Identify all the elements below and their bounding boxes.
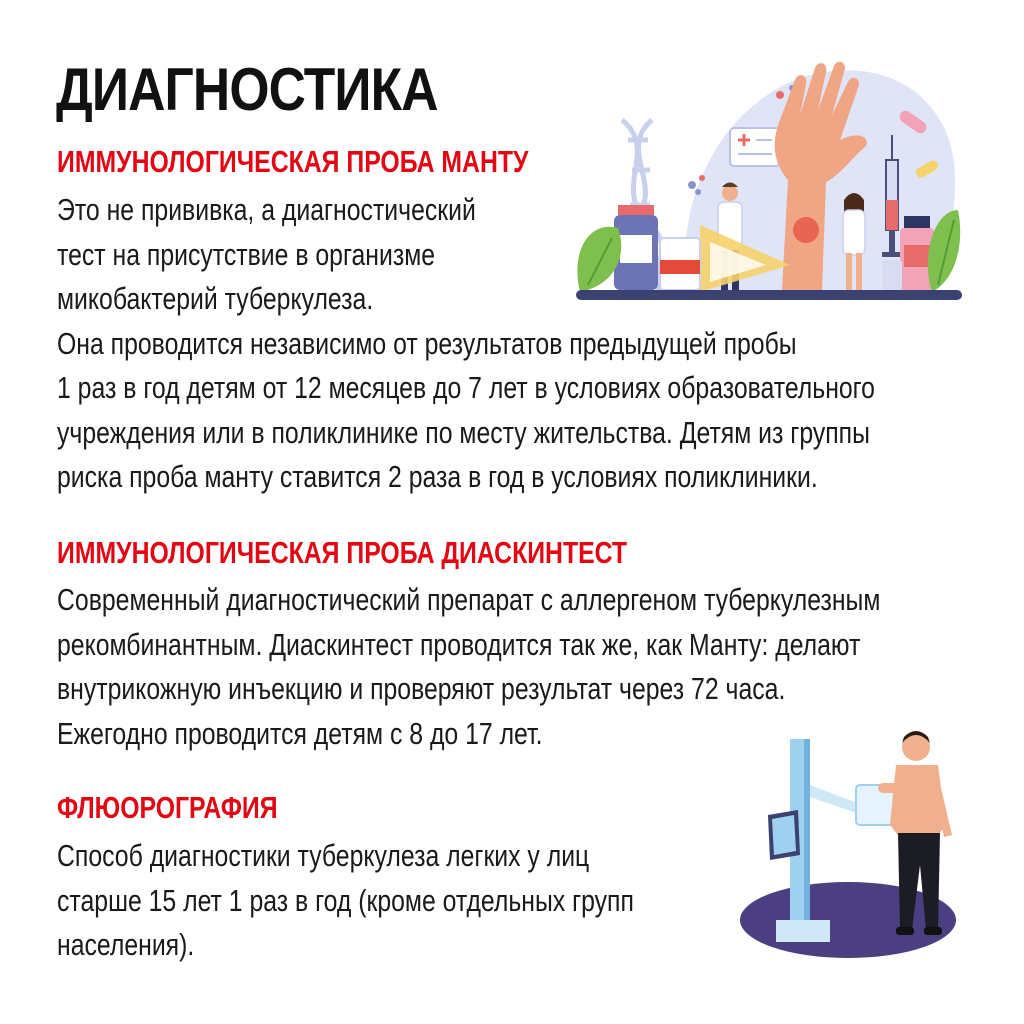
text-line: 1 раз в год детям от 12 месяцев до 7 лет в условиях образовательного [57, 370, 875, 405]
text-line: рекомбинантным. Диаскинтест проводится так же, как Манту: делают [57, 626, 861, 662]
text-line: тест на присутствие в организме [57, 236, 436, 272]
section-text-fluorography [57, 834, 634, 968]
section-heading-diaskintest: ИММУНОЛОГИЧЕСКАЯ ПРОБА ДИАСКИНТЕСТ [57, 535, 628, 570]
section-heading-mantoux: ИММУНОЛОГИЧЕСКАЯ ПРОБА МАНТУ [57, 144, 529, 179]
text-line: Способ диагностики туберкулеза легких у лиц [57, 838, 590, 873]
text-line: внутрикожную инъекцию и проверяют результат через 72 часа. [57, 671, 786, 706]
text-line: учреждения или в поликлинике по месту жительства. Детям из группы [57, 414, 870, 450]
fluorography-illustration [738, 725, 968, 960]
text-line: населения). [57, 927, 195, 962]
mantoux-test-illustration [570, 60, 965, 310]
text-line: Современный диагностический препарат с аллергеном туберкулезным [57, 582, 881, 617]
text-line: Она проводится независимо от результатов предыдущей пробы [57, 325, 797, 361]
text-line: микобактерий туберкулеза. [57, 281, 374, 316]
page-title: ДИАГНОСТИКА [56, 56, 438, 123]
text-line: Это не прививка, а диагностический [57, 192, 476, 227]
text-line: риска проба манту ставится 2 раза в год в условиях поликлиники. [57, 459, 818, 494]
report-card-icon [730, 128, 780, 166]
medicine-bottle-icon [614, 205, 700, 290]
text-line: старше 15 лет 1 раз в год (кроме отдельных групп [57, 882, 634, 918]
text-line: Ежегодно проводится детям с 8 до 17 лет. [57, 715, 543, 751]
section-heading-fluorography: ФЛЮОРОГРАФИЯ [57, 790, 278, 825]
